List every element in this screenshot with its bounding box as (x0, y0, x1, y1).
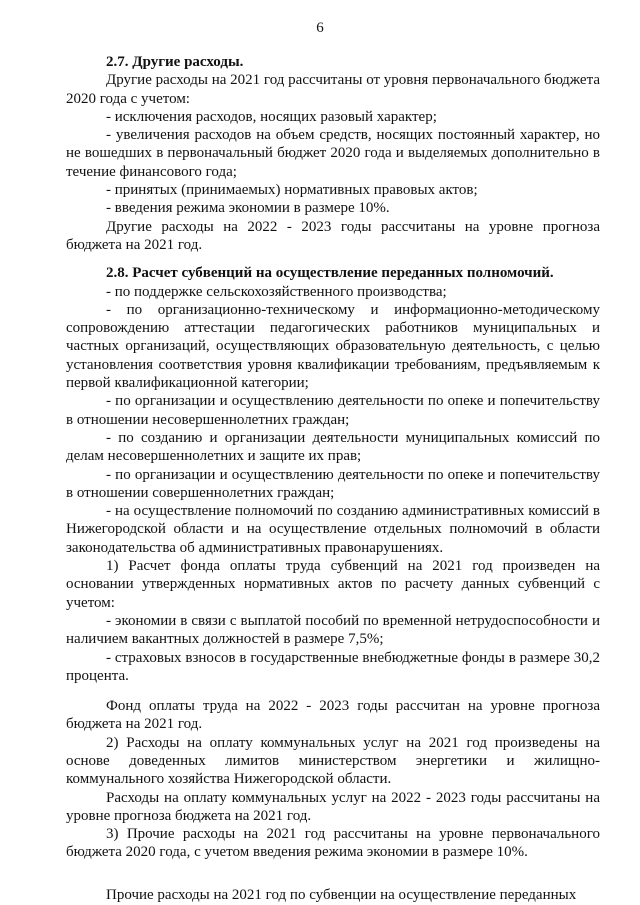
list-item: - увеличения расходов на объем средств, носящих постоянный характер, но не вошедших в первоначальный бюджет 2020 года и выделяемых дополнительно в течение финансового года; (66, 127, 600, 180)
list-item: - введения режима экономии в размере 10%. (106, 200, 390, 217)
list-item: - принятых (принимаемых) нормативных правовых актов; (106, 182, 478, 199)
paragraph: Фонд оплаты труда на 2022 - 2023 годы рассчитан на уровне прогноза бюджета на 2021 год. (66, 698, 600, 733)
paragraph: Прочие расходы на 2021 год по субвенции на осуществление переданных (106, 886, 577, 903)
paragraph: 2) Расходы на оплату коммунальных услуг на 2021 год произведены на основе доведенных лимитов министерством энергетики и жилищно-коммунального хозяйства Нижегородской области. (66, 734, 600, 788)
paragraph: Другие расходы на 2021 год рассчитаны от уровня первоначального бюджета 2020 года с учетом: (66, 72, 600, 107)
list-item: - страховых взносов в государственные внебюджетные фонды в размере 30,2 процента. (66, 649, 600, 684)
list-item: - по организации и осуществлению деятельности по опеке и попечительству в отношении несовершеннолетних граждан; (66, 393, 600, 428)
paragraph: Расходы на оплату коммунальных услуг на 2022 - 2023 годы рассчитаны на уровне прогноза бюджета на 2021 год. (66, 789, 600, 824)
section-heading-2-8: 2.8. Расчет субвенций на осуществление переданных полномочий. (106, 265, 554, 282)
list-item: - по организации и осуществлению деятельности по опеке и попечительству в отношении совершеннолетних граждан; (66, 466, 600, 501)
paragraph: Другие расходы на 2022 - 2023 годы рассчитаны на уровне прогноза бюджета на 2021 год. (66, 218, 600, 253)
list-item: - исключения расходов, носящих разовый характер; (106, 108, 437, 125)
list-item: - на осуществление полномочий по созданию административных комиссий в Нижегородской области и на осуществление отдельных полномочий в области законодательства об административных правонарушениях. (66, 503, 600, 556)
document-body (66, 53, 600, 904)
list-item: - по созданию и организации деятельности муниципальных комиссий по делам несовершеннолетних и защите их прав; (66, 429, 600, 465)
list-item: - по организационно-техническому и информационно-методическому сопровождению аттестации педагогических работников муниципальных и частных организаций, осуществляющих образовательную деятельность, с целью установления соответствия уровня квалификации требованиям, предъявляемым к первой квалификационной категории; (66, 301, 600, 392)
paragraph: 3) Прочие расходы на 2021 год рассчитаны на уровне первоначального бюджета 2020 года, с учетом введения режима экономии в размере 10%. (66, 826, 600, 861)
section-heading-2-7: 2.7. Другие расходы. (106, 54, 244, 70)
page-number: 6 (316, 20, 324, 36)
list-item: - по поддержке сельскохозяйственного производства; (106, 283, 447, 300)
list-item: - экономии в связи с выплатой пособий по временной нетрудоспособности и наличием вакантных должностей в размере 7,5%; (66, 612, 600, 648)
paragraph: 1) Расчет фонда оплаты труда субвенций на 2021 год произведен на основании утвержденных нормативных актов по расчету данных субвенций с учетом: (66, 558, 600, 611)
